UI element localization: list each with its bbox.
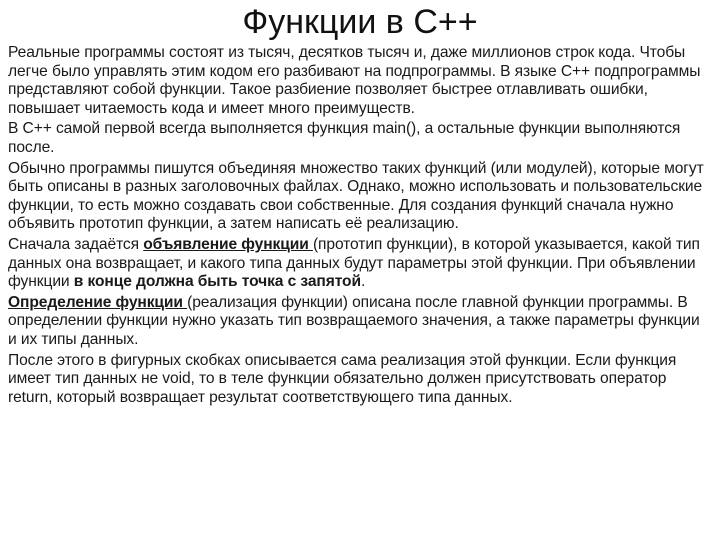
term-declaration: объявление функции [143,235,313,253]
text-segment: (прототип функции), в которой указывается, какой тип данных она возвращает, и какого типа данных будут параметры этой функции. При объявлении функции [8,235,700,291]
text-segment: , а остальные функции выполняются после. [8,120,681,156]
paragraph-intro: Реальные программы состоят из тысяч, десятков тысяч и, даже миллионов строк кода. Чтобы легче было управлять этим кодом его разбивают на подпрограммы. В языке C++ подпрограммы представляют собой функции. Такое разбиение позволяет быстрее отлавливать ошибки, повышает читаемость кода и имеет много преимуществ. [8,44,701,117]
text-segment: (реализация функции) описана после главной функции программы. В определении функции нужно указать тип возвращаемого значения, а также параметры функции и их типы данных. [8,293,700,348]
term-definition: Определение функции [8,293,188,311]
slide-body [8,44,712,409]
text-segment: Сначала задаётся [8,235,144,253]
paragraph-definition [8,294,712,350]
paragraph-modules: Обычно программы пишутся объединяя множество таких функций (или модулей), которые могут быть описаны в разных заголовочных файлах. Однако, можно использовать и пользовательские функции, то есть можно создавать свои собственные. Для создания функций сначала нужно объявить прототип функции, а затем написать её реализацию. [8,159,704,233]
paragraph-implementation: После этого в фигурных скобках описывается сама реализация этой функции. Если функция имеет тип данных не void, то в теле функции обязательно должен присутствовать оператор return, который возвращает результат соответствующего типа данных. [8,351,677,406]
paragraph-main-function [8,120,712,157]
paragraph-declaration [8,236,712,292]
text-segment: В C++ самой первой всегда выполняется функция [8,120,373,138]
emphasis-semicolon: в конце должна быть точка с запятой [73,273,361,291]
slide-title: Функции в C++ [242,3,478,41]
text-segment: . [360,273,366,291]
code-main: main() [372,120,417,138]
